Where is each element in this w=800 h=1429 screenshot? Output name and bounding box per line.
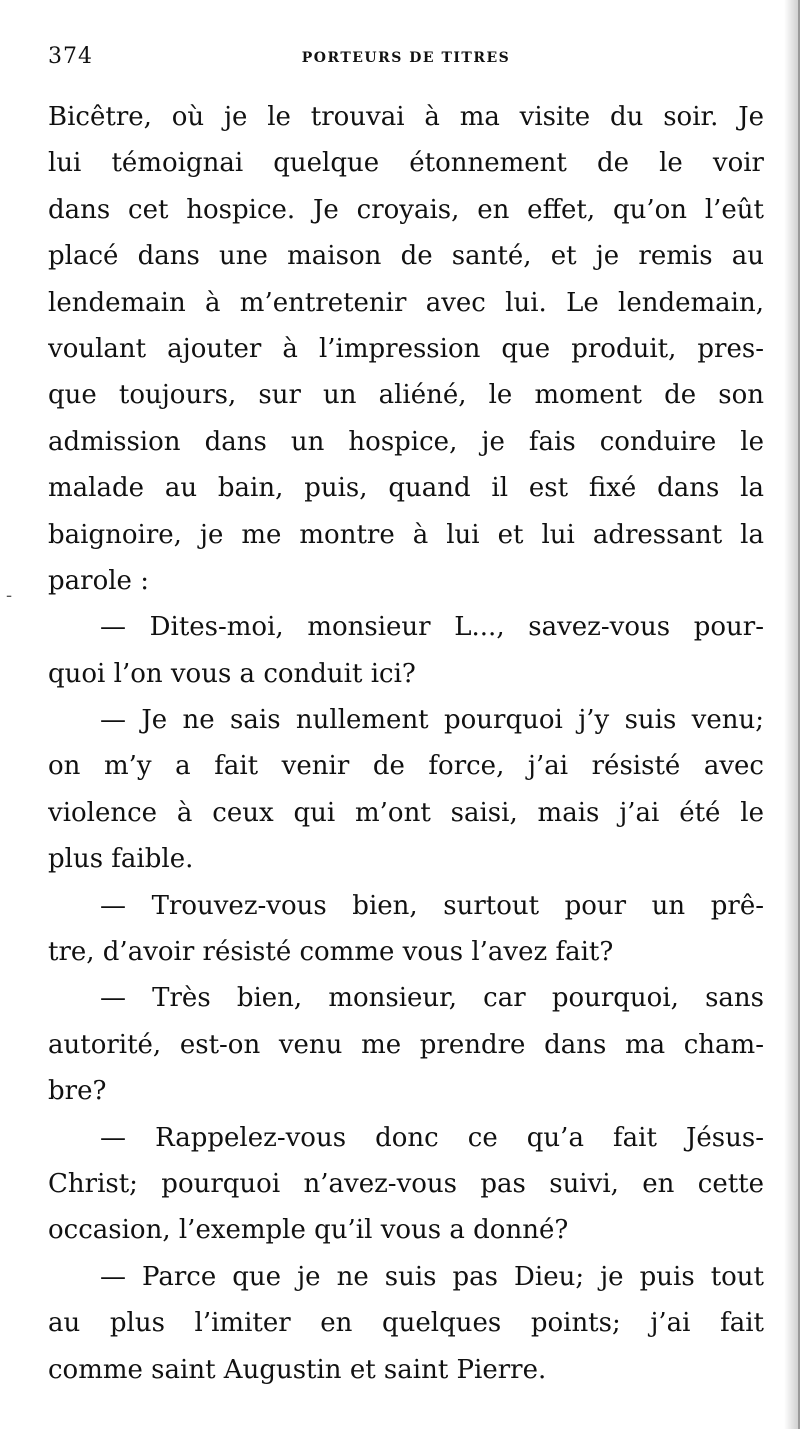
text-line: parole : <box>48 565 149 596</box>
text-line: baignoire, je me montre à lui et lui adressant la <box>48 519 764 550</box>
text-line: Bicêtre, où je le trouvai à ma visite du soir. Je <box>48 102 764 132</box>
text-line: — Très bien, monsieur, car pourquoi, sans <box>100 983 764 1014</box>
text-line: dans cet hospice. Je croyais, en effet, qu’on l’eût <box>48 194 764 225</box>
text-line: Christ; pourquoi n’avez-vous pas suivi, en cette <box>48 1168 764 1199</box>
page-header <box>48 44 764 78</box>
text-line: quoi l’on vous a conduit ici? <box>48 658 416 689</box>
running-head: PORTEURS DE TITRES <box>301 50 511 66</box>
margin-mark: - <box>6 585 13 606</box>
page-number: 374 <box>48 44 93 69</box>
text-line: — Parce que je ne suis pas Dieu; je puis tout <box>100 1261 764 1292</box>
body-text <box>48 94 764 1393</box>
text-line: tre, d’avoir résisté comme vous l’avez fait? <box>48 937 614 968</box>
text-line: malade au bain, puis, quand il est fixé dans la <box>48 473 764 504</box>
text-line: autorité, est-on venu me prendre dans ma cham- <box>48 1029 764 1060</box>
text-line: lui témoignai quelque étonnement de le voir <box>48 148 764 179</box>
text-line: — Dites-moi, monsieur L..., savez-vous pour- <box>100 612 764 643</box>
text-line: on m’y a fait venir de force, j’ai résisté avec <box>48 751 764 782</box>
text-line: que toujours, sur un aliéné, le moment de son <box>48 380 764 411</box>
text-line: violence à ceux qui m’ont saisi, mais j’ai été le <box>48 797 764 828</box>
text-line: occasion, l’exemple qu’il vous a donné? <box>48 1215 569 1246</box>
text-line: — Trouvez-vous bien, surtout pour un prê- <box>100 890 764 921</box>
text-line: admission dans un hospice, je fais conduire le <box>48 426 764 457</box>
text-line: placé dans une maison de santé, et je remis au <box>48 241 764 272</box>
text-line: au plus l’imiter en quelques points; j’ai fait <box>48 1308 764 1339</box>
text-line: plus faible. <box>48 844 194 875</box>
text-line: bre? <box>48 1076 107 1107</box>
page-edge-shadow <box>784 0 798 1429</box>
text-line: lendemain à m’entretenir avec lui. Le lendemain, <box>48 287 764 318</box>
text-line: — Je ne sais nullement pourquoi j’y suis venu; <box>100 705 764 736</box>
text-line: comme saint Augustin et saint Pierre. <box>48 1354 547 1385</box>
text-line: voulant ajouter à l’impression que produit, pres- <box>48 333 764 364</box>
text-line: — Rappelez-vous donc ce qu’a fait Jésus- <box>100 1122 764 1153</box>
